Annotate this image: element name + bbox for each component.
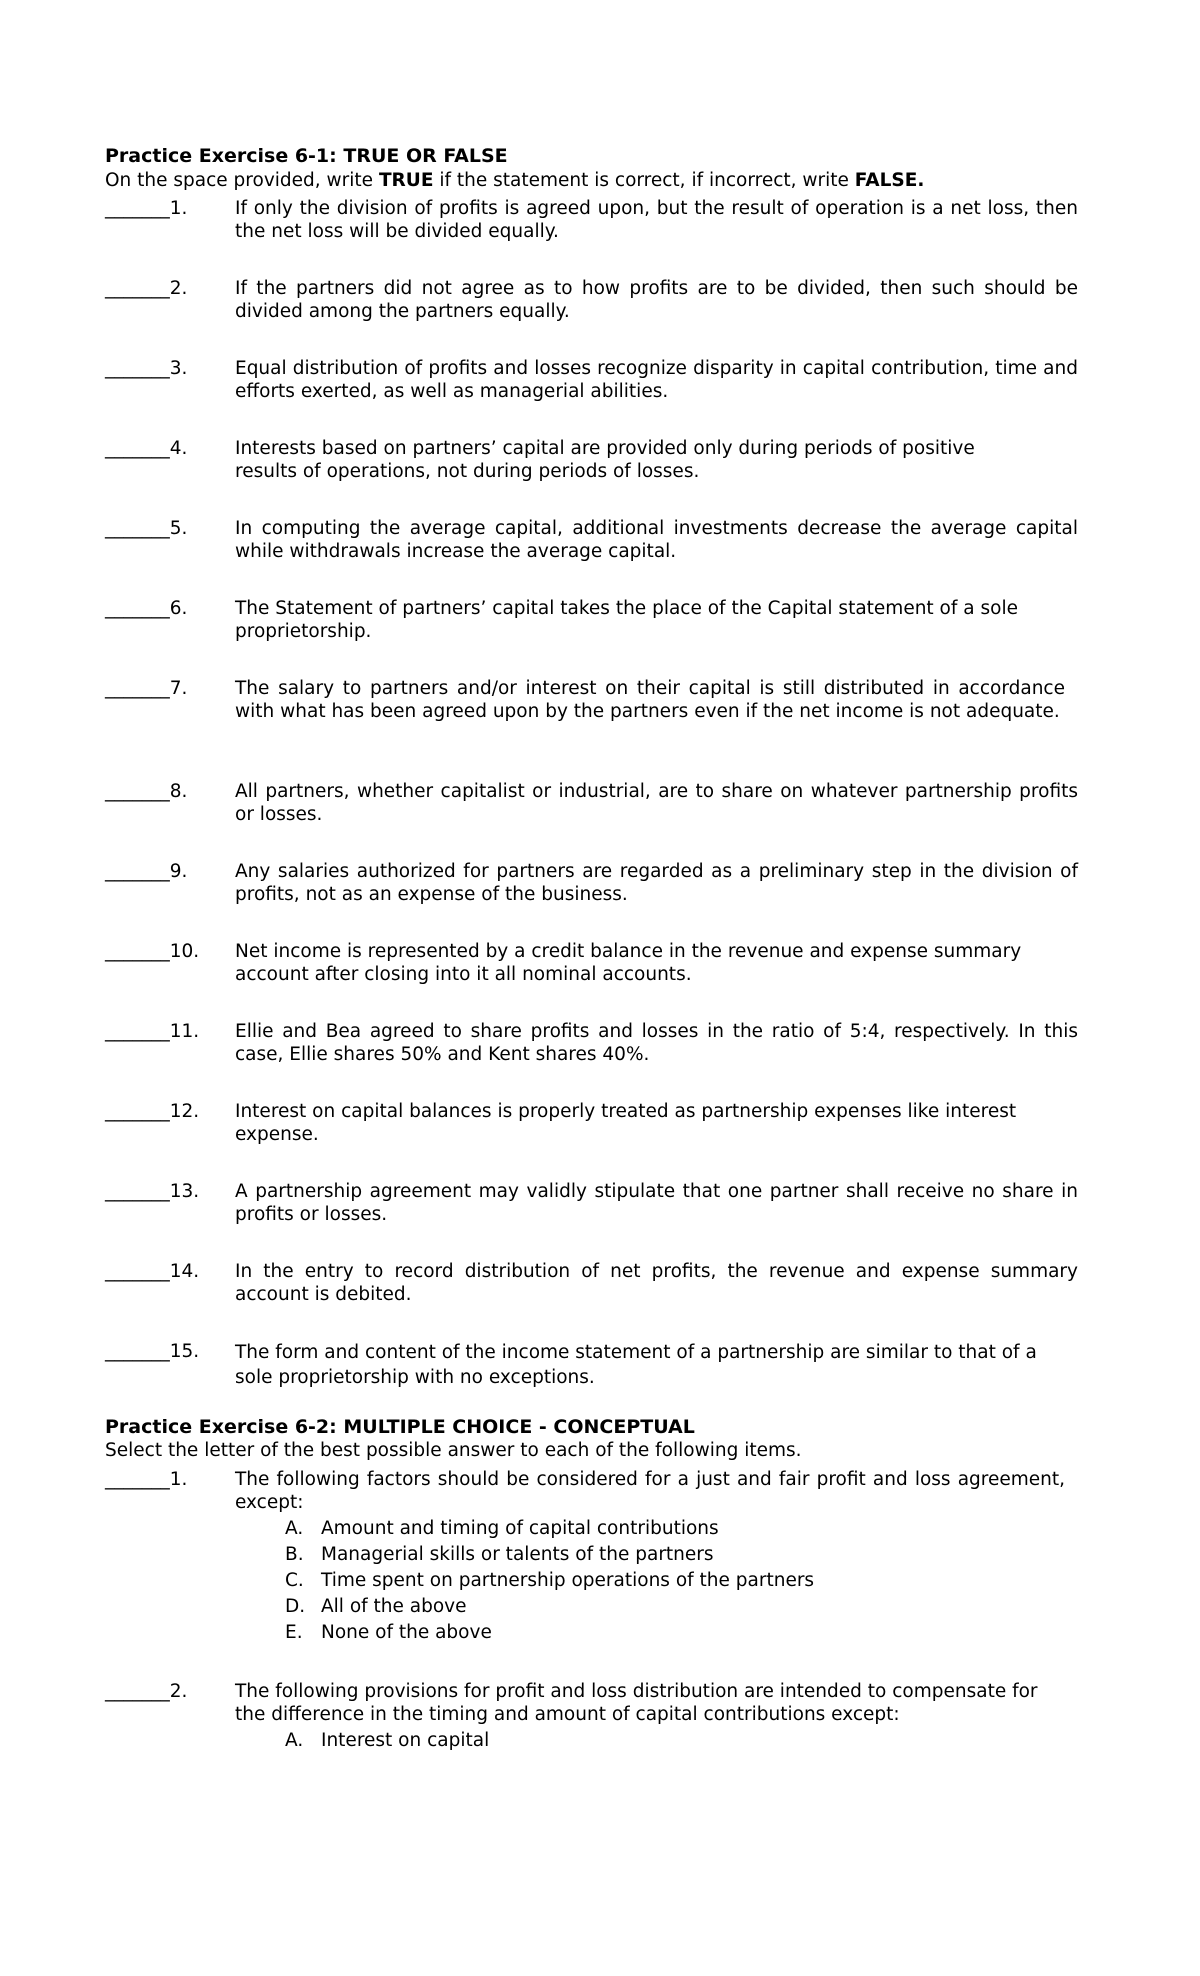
question-text: Ellie and Bea agreed to share profits and losses in the ratio of 5:4, respectively. In this case, Ellie shares 50% and Kent shares 40%. xyxy=(235,1021,1078,1065)
answer-blank[interactable]: _______2. xyxy=(105,278,188,299)
question-text: In the entry to record distribution of net profits, the revenue and expense summary account is debited. xyxy=(235,1261,1078,1305)
choice-option[interactable]: B. Managerial skills or talents of the partners xyxy=(285,1544,714,1565)
choice-option[interactable]: A. Amount and timing of capital contributions xyxy=(285,1518,719,1539)
choice-option[interactable]: C. Time spent on partnership operations of the partners xyxy=(285,1570,815,1591)
answer-blank[interactable]: _______6. xyxy=(105,598,188,619)
answer-blank[interactable]: _______9. xyxy=(105,861,188,882)
choice-option[interactable]: E. None of the above xyxy=(285,1622,492,1643)
answer-blank[interactable]: _______5. xyxy=(105,518,188,539)
section2-title: Practice Exercise 6-2: MULTIPLE CHOICE - CONCEPTUAL xyxy=(105,1416,695,1438)
answer-blank[interactable]: _______2. xyxy=(105,1681,188,1702)
section2-instructions: Select the letter of the best possible answer to each of the following items. xyxy=(105,1440,802,1461)
section1-instructions: On the space provided, write TRUE if the statement is correct, if incorrect, write FALSE. xyxy=(105,170,925,191)
answer-blank[interactable]: _______12. xyxy=(105,1101,200,1122)
question-text: The Statement of partners’ capital takes the place of the Capital statement of a sole proprietorship. xyxy=(235,598,1018,642)
question-text: The salary to partners and/or interest on their capital is still distributed in accordance with what has been agreed upon by the partners even if the net income is not adequate. xyxy=(235,678,1065,722)
answer-blank[interactable]: _______1. xyxy=(105,198,188,219)
answer-blank[interactable]: _______13. xyxy=(105,1181,200,1202)
question-text: A partnership agreement may validly stipulate that one partner shall receive no share in profits or losses. xyxy=(235,1181,1078,1225)
question-text: The following provisions for profit and loss distribution are intended to compensate for the difference in the timing and amount of capital contributions except: xyxy=(235,1681,1038,1725)
answer-blank[interactable]: _______8. xyxy=(105,781,188,802)
question-text: Net income is represented by a credit balance in the revenue and expense summary account after closing into it all nominal accounts. xyxy=(235,941,1022,985)
question-text: Interests based on partners’ capital are provided only during periods of positive results of operations, not during periods of losses. xyxy=(235,438,975,482)
answer-blank[interactable]: _______1. xyxy=(105,1469,188,1490)
answer-blank[interactable]: _______4. xyxy=(105,438,188,459)
question-text: Interest on capital balances is properly treated as partnership expenses like interest expense. xyxy=(235,1101,1017,1145)
choice-option[interactable]: D. All of the above xyxy=(285,1596,467,1617)
question-text: The following factors should be considered for a just and fair profit and loss agreement, except: xyxy=(235,1469,1065,1513)
answer-blank[interactable]: _______3. xyxy=(105,358,188,379)
question-text: In computing the average capital, additional investments decrease the average capital while withdrawals increase the average capital. xyxy=(235,518,1078,562)
question-text: If only the division of profits is agreed upon, but the result of operation is a net loss, then the net loss will be divided equally. xyxy=(235,198,1078,242)
question-text: The form and content of the income statement of a partnership are similar to that of a sole proprietorship with no exceptions. xyxy=(235,1342,1037,1388)
answer-blank[interactable]: _______15. xyxy=(105,1341,200,1362)
answer-blank[interactable]: _______10. xyxy=(105,941,200,962)
choice-option[interactable]: A. Interest on capital xyxy=(285,1730,490,1751)
answer-blank[interactable]: _______11. xyxy=(105,1021,200,1042)
section1-title: Practice Exercise 6-1: TRUE OR FALSE xyxy=(105,145,508,167)
answer-blank[interactable]: _______14. xyxy=(105,1261,200,1282)
answer-blank[interactable]: _______7. xyxy=(105,678,188,699)
question-text: Any salaries authorized for partners are regarded as a preliminary step in the division of profits, not as an expense of the business. xyxy=(235,861,1078,905)
question-text: All partners, whether capitalist or industrial, are to share on whatever partnership profits or losses. xyxy=(235,781,1078,825)
question-text: Equal distribution of profits and losses recognize disparity in capital contribution, time and efforts exerted, as well as managerial abilities. xyxy=(235,358,1078,402)
question-text: If the partners did not agree as to how profits are to be divided, then such should be divided among the partners equally. xyxy=(235,278,1078,322)
